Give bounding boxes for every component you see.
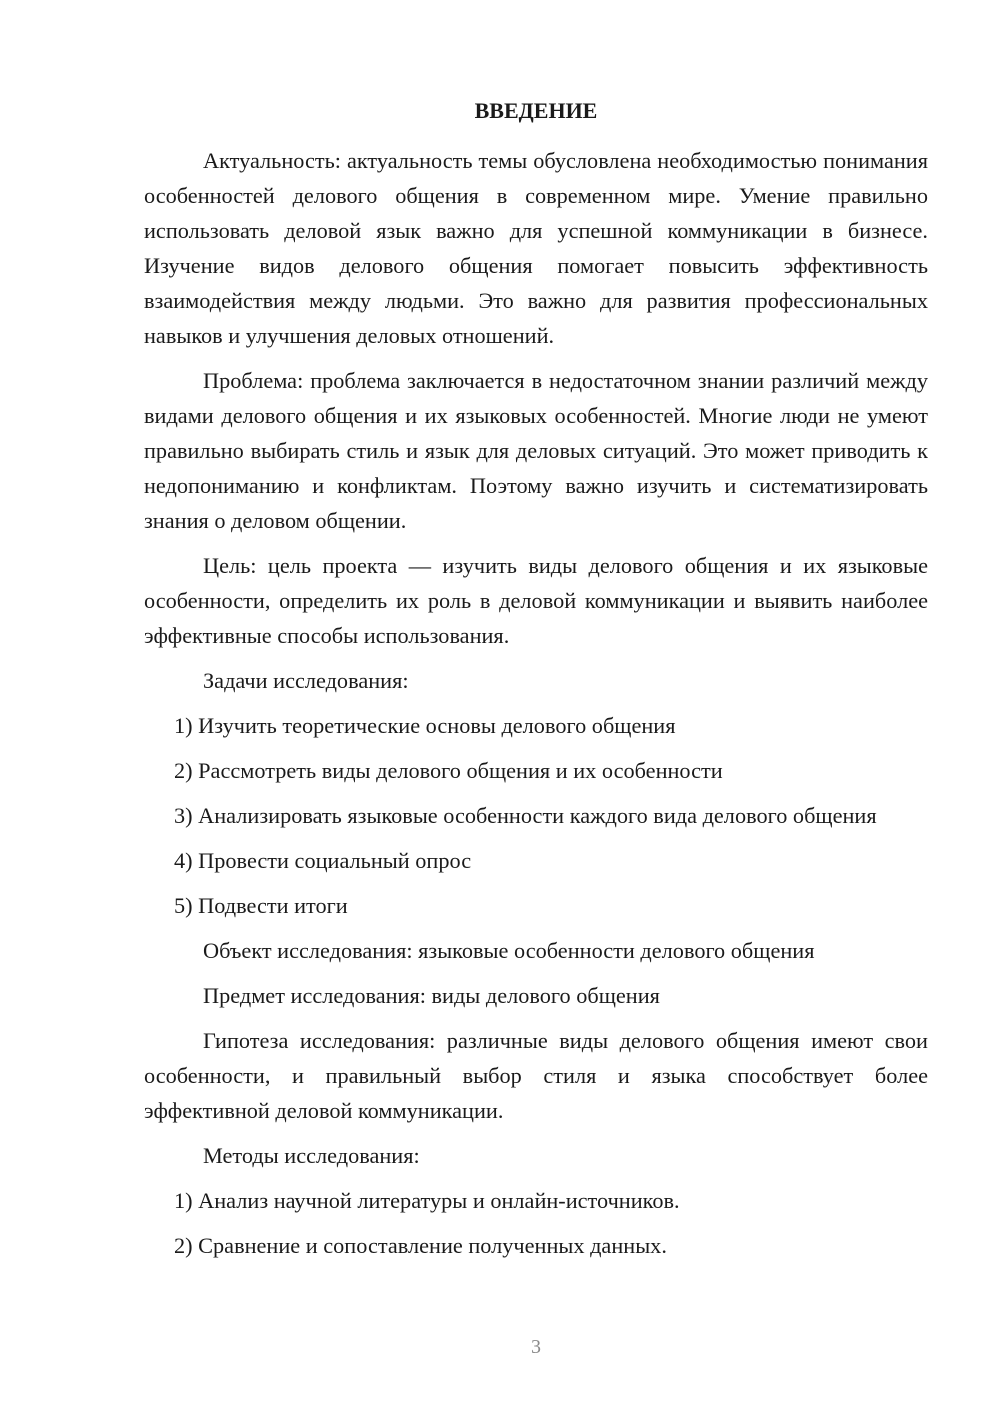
task-item: 3) Анализировать языковые особенности каждого вида делового общения bbox=[174, 803, 877, 828]
goal-paragraph: Цель: цель проекта — изучить виды делового общения и их языковые особенности, определить их роль в деловой коммуникации и выявить наиболее эффективные способы использования. bbox=[144, 553, 928, 648]
subject-paragraph: Предмет исследования: виды делового общения bbox=[203, 983, 660, 1008]
document-body bbox=[144, 143, 928, 1263]
method-item: 2) Сравнение и сопоставление полученных данных. bbox=[174, 1233, 667, 1258]
document-page bbox=[144, 0, 928, 1414]
methods-heading: Методы исследования: bbox=[203, 1143, 420, 1168]
task-item: 4) Провести социальный опрос bbox=[174, 848, 472, 873]
page-number: 3 bbox=[531, 1336, 541, 1358]
task-item: 5) Подвести итоги bbox=[174, 893, 348, 918]
task-item: 2) Рассмотреть виды делового общения и их особенности bbox=[174, 758, 723, 783]
task-item: 1) Изучить теоретические основы делового общения bbox=[174, 713, 676, 738]
relevance-paragraph: Актуальность: актуальность темы обусловлена необходимостью понимания особенностей делового общения в современном мире. Умение правильно использовать деловой язык важно для успешной коммуникации в бизнесе. Изучение видов делового общения помогает повысить эффективность взаимодействия между людьми. Это важно для развития профессиональных навыков и улучшения деловых отношений. bbox=[144, 148, 928, 348]
page-title: ВВЕДЕНИЕ bbox=[474, 98, 598, 123]
hypothesis-paragraph: Гипотеза исследования: различные виды делового общения имеют свои особенности, и правильный выбор стиля и языка способствует более эффективной деловой коммуникации. bbox=[144, 1028, 928, 1123]
method-item: 1) Анализ научной литературы и онлайн-источников. bbox=[174, 1188, 680, 1213]
problem-paragraph: Проблема: проблема заключается в недостаточном знании различий между видами делового общения и их языковых особенностей. Многие люди не умеют правильно выбирать стиль и язык для деловых ситуаций. Это может приводить к недопониманию и конфликтам. Поэтому важно изучить и систематизировать знания о деловом общении. bbox=[144, 368, 928, 533]
tasks-heading: Задачи исследования: bbox=[203, 668, 409, 693]
object-paragraph: Объект исследования: языковые особенности делового общения bbox=[203, 938, 815, 963]
